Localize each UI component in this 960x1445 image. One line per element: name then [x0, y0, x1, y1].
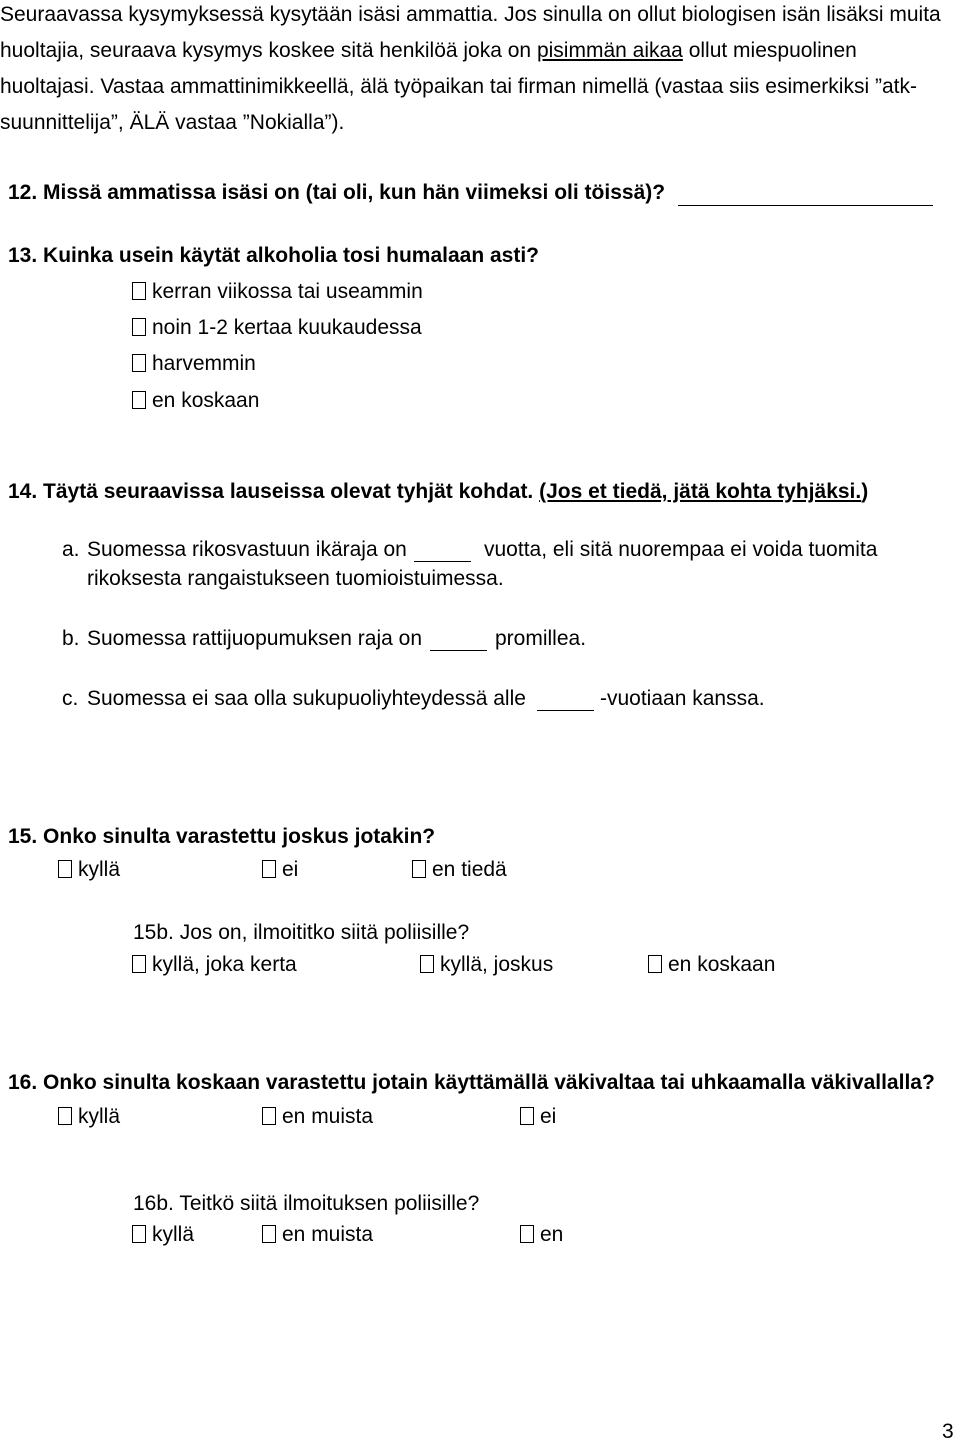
q14c-text: Suomessa ei saa olla sukupuoliyhteydessä alle [87, 687, 526, 710]
intro-line-2-start: huoltajia, seuraava kysymys koskee sitä henkilöä joka on [0, 39, 537, 62]
option-label: en koskaan [152, 389, 260, 412]
option-label: en [540, 1223, 564, 1246]
checkbox[interactable] [262, 1225, 276, 1243]
intro-emphasis: pisimmän aikaa [536, 39, 683, 62]
checkbox[interactable] [262, 1107, 276, 1125]
option-label: ei [540, 1105, 557, 1128]
q13-option[interactable] [132, 388, 259, 414]
intro-line-3: huoltajasi. Vastaa ammattinimikkeellä, älä työpaikan tai firman nimellä (vastaa siis esimerkiksi ”atk- [0, 75, 917, 98]
q14c-blank[interactable] [537, 710, 594, 711]
option-label: kyllä, joka kerta [152, 953, 297, 976]
q13-option[interactable] [132, 279, 423, 305]
q14a-text-line-2: rikoksesta rangaistukseen tuomioistuimessa. [87, 567, 504, 590]
q14a-text-after: vuotta, eli sitä nuorempaa ei voida tuomita [484, 538, 878, 561]
checkbox[interactable] [132, 318, 146, 336]
question-14-text: 14. Täytä seuraavissa lauseissa olevat tyhjät kohdat. [8, 480, 540, 503]
question-12: 12. Missä ammatissa isäsi on (tai oli, kun hän viimeksi oli töissä)? [8, 181, 666, 204]
q16-option[interactable] [58, 1104, 120, 1130]
q16b-option[interactable] [132, 1222, 194, 1248]
checkbox[interactable] [520, 1107, 534, 1125]
option-label: kyllä, joskus [440, 953, 554, 976]
checkbox[interactable] [58, 1107, 72, 1125]
checkbox[interactable] [520, 1225, 534, 1243]
q13-option[interactable] [132, 351, 256, 377]
checkbox[interactable] [648, 955, 662, 973]
option-label: kyllä [78, 1105, 121, 1128]
checkbox[interactable] [58, 860, 72, 878]
q14a-blank[interactable] [414, 561, 471, 562]
question-13: 13. Kuinka usein käytät alkoholia tosi humalaan asti? [8, 244, 539, 267]
checkbox[interactable] [132, 1225, 146, 1243]
question-14-close: ) [861, 480, 869, 503]
option-label: en muista [282, 1223, 374, 1246]
q16-option[interactable] [520, 1104, 556, 1130]
q16b-option[interactable] [262, 1222, 373, 1248]
option-label: ei [282, 858, 299, 881]
q15b-option[interactable] [648, 952, 775, 978]
option-label: en muista [282, 1105, 374, 1128]
q14c-text-after: -vuotiaan kanssa. [600, 687, 765, 710]
checkbox[interactable] [132, 282, 146, 300]
q14c-label: c. [62, 687, 79, 710]
q15-option[interactable] [58, 857, 120, 883]
q14b-blank[interactable] [430, 650, 487, 651]
checkbox[interactable] [132, 955, 146, 973]
q16b-option[interactable] [520, 1222, 563, 1248]
question-16: 16. Onko sinulta koskaan varastettu jotain käyttämällä väkivaltaa tai uhkaamalla väkivallalla? [8, 1071, 935, 1094]
intro-line-1: Seuraavassa kysymyksessä kysytään isäsi ammattia. Jos sinulla on ollut biologisen isän lisäksi muita [0, 3, 941, 26]
checkbox[interactable] [262, 860, 276, 878]
option-label: en tiedä [432, 858, 507, 881]
option-label: kyllä [78, 858, 121, 881]
intro-line-4: suunnittelija”, ÄLÄ vastaa ”Nokialla”). [0, 111, 345, 134]
option-label: en koskaan [668, 953, 776, 976]
checkbox[interactable] [132, 354, 146, 372]
q16-option[interactable] [262, 1104, 373, 1130]
question-15b: 15b. Jos on, ilmoititko siitä poliisille? [133, 921, 470, 944]
question-14 [8, 479, 868, 505]
option-label: kyllä [152, 1223, 195, 1246]
checkbox[interactable] [132, 391, 146, 409]
q15-option[interactable] [412, 857, 507, 883]
question-16b: 16b. Teitkö siitä ilmoituksen poliisille? [133, 1192, 480, 1215]
q15-option[interactable] [262, 857, 298, 883]
q14b-label: b. [62, 627, 80, 650]
answer-field-12[interactable] [678, 205, 933, 206]
page-number: 3 [942, 1420, 954, 1443]
q14a-text: Suomessa rikosvastuun ikäraja on [87, 538, 407, 561]
q14b-text-after: promillea. [495, 627, 587, 650]
intro-line-2-end: ollut miespuolinen [682, 39, 857, 62]
q15b-option[interactable] [420, 952, 553, 978]
option-label: kerran viikossa tai useammin [152, 280, 423, 303]
question-15: 15. Onko sinulta varastettu joskus jotakin? [8, 825, 436, 848]
q14a-label: a. [62, 538, 80, 561]
option-label: harvemmin [152, 352, 256, 375]
q13-option[interactable] [132, 315, 422, 341]
intro-line-2 [0, 38, 857, 64]
checkbox[interactable] [412, 860, 426, 878]
q15b-option[interactable] [132, 952, 297, 978]
checkbox[interactable] [420, 955, 434, 973]
option-label: noin 1-2 kertaa kuukaudessa [152, 316, 422, 339]
q14b-text: Suomessa rattijuopumuksen raja on [87, 627, 423, 650]
question-14-note: (Jos et tiedä, jätä kohta tyhjäksi. [539, 480, 862, 503]
